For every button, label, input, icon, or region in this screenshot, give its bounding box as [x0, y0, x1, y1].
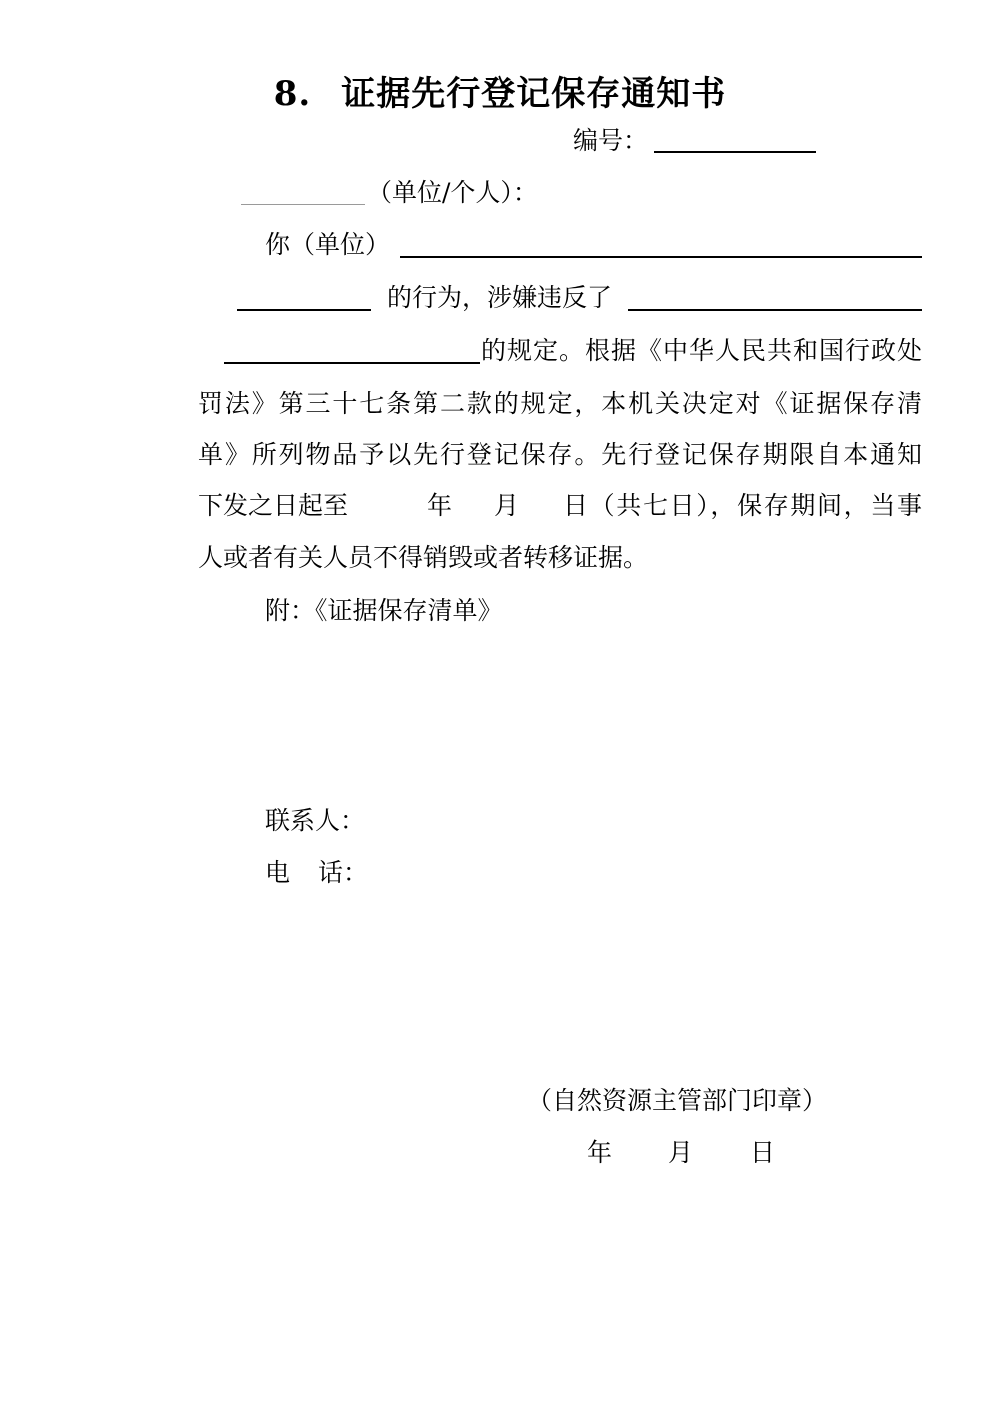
contact-label: 联系人： — [265, 806, 366, 835]
paragraph-line-6-end: 日（共七日），保存期间，当事 — [563, 491, 922, 520]
date-year-label: 年 — [587, 1138, 613, 1167]
paragraph-line-6-start: 下发之日起至 — [198, 491, 349, 520]
deadline-month-label: 月 — [494, 491, 520, 520]
deadline-year-label: 年 — [427, 491, 453, 520]
regulation-field[interactable] — [224, 362, 480, 364]
document-title — [0, 66, 1000, 115]
seal-text: （自然资源主管部门印章） — [527, 1086, 828, 1115]
line2-text: 的行为，涉嫌违反了 — [387, 283, 613, 312]
violated-law-field[interactable] — [628, 309, 922, 311]
serial-number-field[interactable] — [654, 151, 816, 153]
title-number: 8. — [273, 74, 312, 114]
phone-label-char1: 电 — [265, 858, 291, 887]
paragraph-line-4: 罚法》第三十七条第二款的规定，本机关决定对《证据保存清 — [198, 389, 922, 418]
line3-text: 的规定。根据《中华人民共和国行政处 — [481, 336, 922, 365]
behavior-field[interactable] — [237, 309, 371, 311]
title-text: 证据先行登记保存通知书 — [341, 74, 727, 114]
attachment-line: 附：《证据保存清单》 — [265, 596, 503, 625]
date-month-label: 月 — [668, 1138, 694, 1167]
line1-prefix: 你（单位） — [265, 230, 391, 259]
date-day-label: 日 — [750, 1138, 776, 1167]
unit-name-field[interactable] — [400, 256, 922, 258]
phone-label-char2: 话： — [318, 858, 369, 887]
paragraph-line-5: 单》所列物品予以先行登记保存。先行登记保存期限自本通知 — [198, 440, 922, 469]
serial-label: 编号： — [573, 126, 649, 155]
recipient-name-field[interactable] — [241, 204, 365, 205]
recipient-suffix: （单位/个人）： — [367, 178, 538, 207]
paragraph-line-7: 人或者有关人员不得销毁或者转移证据。 — [198, 543, 649, 572]
